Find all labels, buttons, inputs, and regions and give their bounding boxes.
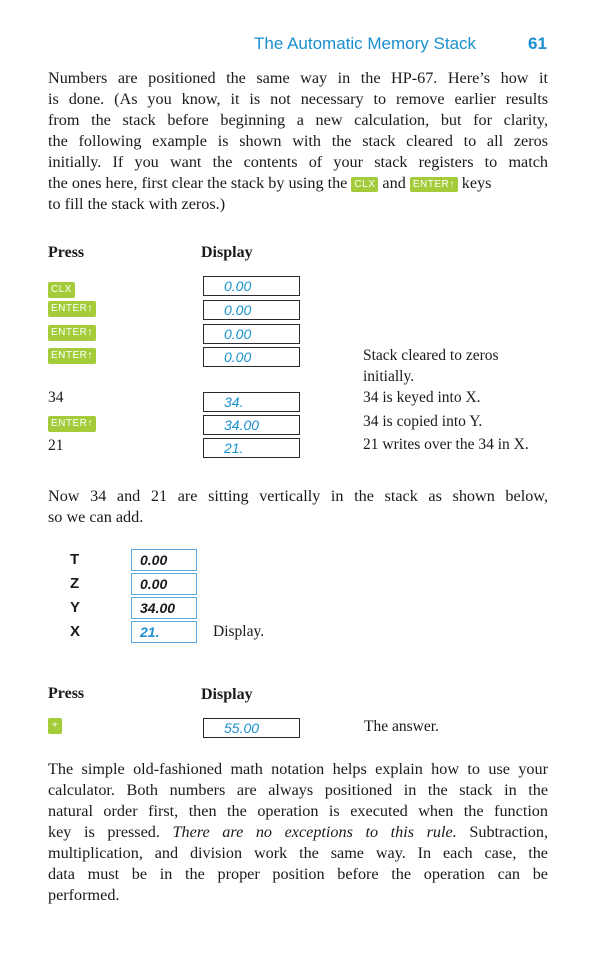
closing-line-4-end: Subtraction, <box>469 823 549 841</box>
intro-line-6 <box>48 173 548 194</box>
intro-paragraph <box>48 68 548 215</box>
display-readout: 55.00 <box>203 718 300 738</box>
row-note: 21 writes over the 34 in X. <box>363 436 529 453</box>
running-header-title: The Automatic Memory Stack <box>254 34 477 53</box>
display-column-header: Display <box>201 686 253 703</box>
display-readout: 34. <box>203 392 300 412</box>
display-readout: 0.00 <box>203 300 300 320</box>
intro-line-4: the following example is shown with the stack cleared to all zeros <box>48 132 548 150</box>
intro-line-2: is done. (As you know, it is not necessary to remove earlier results <box>48 90 548 108</box>
closing-line-1: The simple old-fashioned math notation helps explain how to use your <box>48 760 548 778</box>
stack-register-x: 21. <box>131 621 197 643</box>
middle-paragraph <box>48 486 548 528</box>
register-label-z: Z <box>70 575 80 592</box>
plus-key-icon: + <box>48 718 62 734</box>
register-label-x: X <box>70 623 81 640</box>
enter-key-icon: ENTER↑ <box>410 177 458 192</box>
middle-line-2: so we can add. <box>48 508 144 526</box>
clx-key-icon: CLX <box>48 282 75 298</box>
intro-line-6-text: the ones here, first clear the stack by using the <box>48 174 348 192</box>
stack-display-label: Display. <box>213 623 265 640</box>
closing-line-2: calculator. Both numbers are always positioned in the stack in the <box>48 781 548 799</box>
stack-register-y: 34.00 <box>131 597 197 619</box>
row-note: Stack cleared to zeros <box>363 347 499 364</box>
middle-line-1: Now 34 and 21 are sitting vertically in the stack as shown below, <box>48 487 548 505</box>
stack-register-z: 0.00 <box>131 573 197 595</box>
enter-key-icon: ENTER↑ <box>48 416 96 432</box>
display-column-header: Display <box>201 244 253 261</box>
closing-line-4-start: key is pressed. <box>48 823 160 841</box>
register-label-y: Y <box>70 599 81 616</box>
intro-line-5: initially. If you want the contents of your stack registers to match <box>48 153 548 171</box>
row-note-continuation: initially. <box>363 368 415 385</box>
closing-line-6: data must be in the proper position before the operation can be <box>48 865 548 883</box>
closing-line-3: natural order first, then the operation is executed when the function <box>48 802 548 820</box>
display-readout: 0.00 <box>203 324 300 344</box>
press-column-header: Press <box>48 685 85 702</box>
press-column-header: Press <box>48 244 85 261</box>
intro-line-6-keys: keys <box>461 174 492 192</box>
intro-line-6-and: and <box>382 174 406 192</box>
enter-key-icon: ENTER↑ <box>48 348 96 364</box>
display-readout: 0.00 <box>203 276 300 296</box>
closing-line-5: multiplication, and division work the same way. In each case, the <box>48 844 548 862</box>
closing-line-7: performed. <box>48 886 120 904</box>
page-number: 61 <box>528 34 547 53</box>
closing-paragraph <box>48 759 548 906</box>
intro-line-3: from the stack before beginning a new calculation, but for clarity, <box>48 111 548 129</box>
display-readout: 21. <box>203 438 300 458</box>
enter-key-icon: ENTER↑ <box>48 325 96 341</box>
closing-line-4 <box>48 822 548 843</box>
row-note: 34 is keyed into X. <box>363 389 481 406</box>
intro-line-7: to fill the stack with zeros.) <box>48 195 226 213</box>
display-readout: 34.00 <box>203 415 300 435</box>
clx-key-icon: CLX <box>351 177 378 192</box>
press-digits: 21 <box>48 437 64 454</box>
row-note: 34 is copied into Y. <box>363 413 483 430</box>
intro-line-1: Numbers are positioned the same way in the HP-67. Here’s how it <box>48 69 548 87</box>
display-readout: 0.00 <box>203 347 300 367</box>
row-note: The answer. <box>364 718 439 735</box>
stack-register-t: 0.00 <box>131 549 197 571</box>
enter-key-icon: ENTER↑ <box>48 301 96 317</box>
closing-line-4-emphasis: There are no exceptions to this rule. <box>172 823 457 841</box>
press-digits: 34 <box>48 389 64 406</box>
register-label-t: T <box>70 551 80 568</box>
